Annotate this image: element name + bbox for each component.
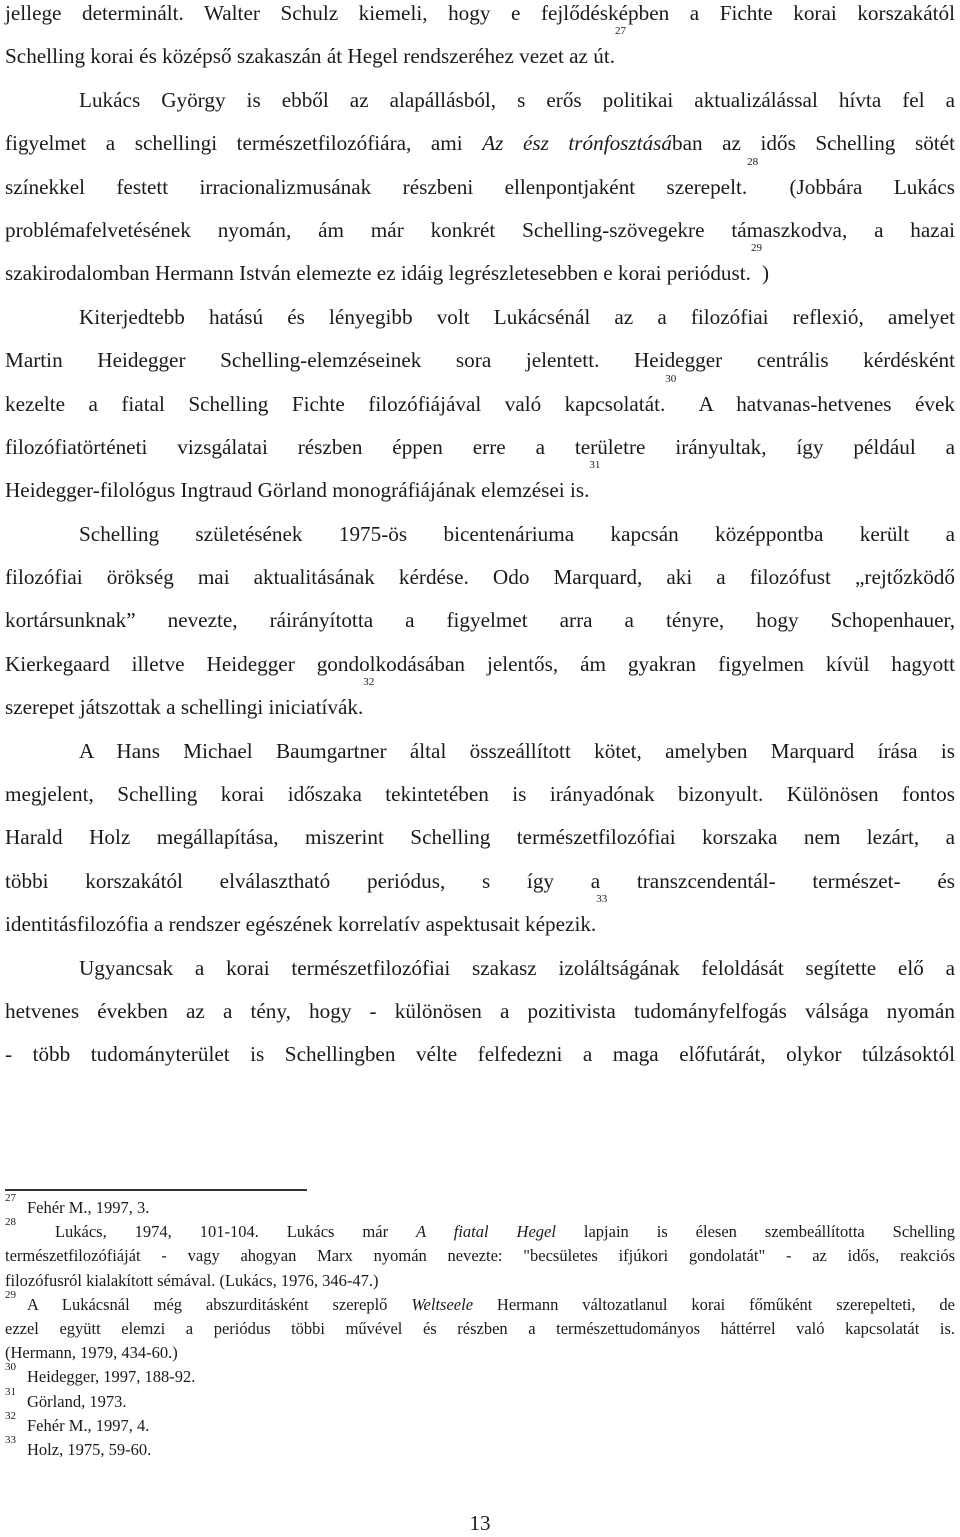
footnote-28-cont (5, 1269, 955, 1293)
text-run: Ugyancsak a korai természetfilozófiai szakasz izoláltságának feloldását segítette elő a (79, 955, 955, 980)
footnote-text: Fehér M., 1997, 4. (27, 1415, 150, 1435)
paragraph-line (5, 643, 955, 689)
text-run: színekkel festett irracionalizmusának részbeni ellenpontjaként szerepelt. (5, 174, 748, 199)
footnote-text: természetfilozófiáját - vagy ahogyan Marx nyomán nevezte: "becsületes ifjúkori gondolatát" - az idős, reakciós (5, 1246, 955, 1266)
text-run: jellege determinált. Walter Schulz kiemeli, hogy e fejlődésképben a Fichte korai korszakától (5, 1, 955, 25)
footnote-ref[interactable]: 33 (596, 893, 608, 906)
paragraph-line (5, 209, 955, 255)
footnote-number: 28 (5, 1216, 16, 1229)
paragraph-line (5, 893, 955, 946)
footnote-ref[interactable]: 28 (747, 155, 759, 168)
paragraph-line (5, 339, 955, 382)
text-run: kortársunknak” nevezte, ráirányította a figyelmet arra a tényre, hogy Schopenhauer, (5, 608, 955, 633)
footnotes (5, 1192, 956, 1462)
paragraph-line (5, 296, 955, 339)
footnote-text: Heidegger, 1997, 188-92. (27, 1367, 196, 1387)
footnote-33 (5, 1433, 955, 1462)
paragraph-line (5, 0, 955, 38)
footnote-text: ezzel együtt elemzi a periódus többi művével és részben a természettudományos háttérrel való kapcsolatát is. (5, 1318, 955, 1338)
text-run: Kierkegaard illetve Heidegger gondolkodásában jelentős, ám gyakran figyelmen kívül hagyott (5, 651, 955, 676)
text-run: identitásfilozófia a rendszer egészének korrelatív aspektusait képezik. (5, 912, 597, 937)
footnote-ref[interactable]: 31 (589, 459, 601, 472)
text-run: filozófiai örökség mai aktualitásának kérdése. Odo Marquard, aki a filozófust „rejtőzködő (5, 565, 955, 590)
footnote-30 (5, 1361, 955, 1389)
footnote-28 (5, 1216, 956, 1244)
paragraph-line (5, 459, 955, 512)
paragraph-line (5, 556, 955, 599)
text-run: A Hans Michael Baumgartner által összeállított kötet, amelyben Marquard írása is (79, 738, 955, 763)
footnote-28-cont (5, 1244, 955, 1268)
footnote-text: (Hermann, 1979, 434-60.) (5, 1343, 178, 1363)
footnote-number: 32 (5, 1409, 16, 1422)
paragraph-line (5, 372, 955, 426)
paragraph-line (5, 947, 955, 990)
book-title: A fiatal Hegel (416, 1222, 556, 1242)
footnote-ref[interactable]: 30 (665, 372, 677, 385)
footnote-29 (5, 1288, 955, 1317)
text-run: Schelling korai és középső szakaszán át Hegel rendszeréhez vezet az út. (5, 44, 616, 69)
text-run: A hatvanas-hetvenes évek (698, 391, 955, 416)
paragraph-line (5, 816, 955, 859)
text-run: megjelent, Schelling korai időszaka tekintetében is irányadónak bizonyult. Különösen fontos (5, 782, 955, 807)
footnote-number: 30 (5, 1361, 16, 1374)
footnote-number: 33 (5, 1433, 16, 1446)
paragraph-line (5, 426, 955, 472)
footnote-text: Görland, 1973. (27, 1391, 127, 1411)
text-run: figyelmet a schellingi természetfilozófiára, ami (5, 131, 483, 156)
footnote-number: 31 (5, 1385, 16, 1398)
footnote-27 (5, 1192, 955, 1220)
text-run: Kiterjedtebb hatású és lényegibb volt Lukácsénál az a filozófiai reflexió, amelyet (79, 304, 955, 329)
text-run: ban az idős Schelling sötét (672, 131, 955, 156)
paragraph-line (5, 155, 955, 209)
text-run: hetvenes években az a tény, hogy - különösen a pozitivista tudományfelfogás válsága nyomán (5, 998, 955, 1023)
paragraph-line (5, 25, 955, 78)
paragraph-line (5, 79, 955, 122)
text-run: filozófiatörténeti vizsgálatai részben éppen erre a területre irányultak, így például a (5, 434, 955, 459)
paragraph-line (5, 990, 955, 1033)
footnote-text: lapjain is élesen szembeállította Schelling (555, 1222, 956, 1242)
paragraph-line (5, 1033, 955, 1076)
paragraph-line (5, 860, 955, 906)
text-run: ) (761, 261, 770, 286)
paragraph-line (5, 599, 955, 642)
paragraph-line (5, 730, 955, 773)
page-number: 13 (469, 1511, 491, 1535)
text-run: Harald Holz megállapítása, miszerint Schelling természetfilozófiai korszaka nem lezárt, a (5, 825, 955, 850)
text-run: szerepet játszottak a schellingi iniciatívák. (5, 695, 364, 720)
footnote-text: Hermann változatlanul korai főműként szerepelteti, de (473, 1294, 955, 1314)
paragraph-line (5, 773, 955, 816)
footnote-number: 29 (5, 1288, 16, 1301)
footnote-text: A Lukácsnál még abszurditásként szereplő (27, 1294, 412, 1314)
text-run: szakirodalomban Hermann István elemezte ez idáig legrészletesebben e korai periódust. (5, 261, 751, 286)
text-run: (Jobbára Lukács (789, 174, 955, 199)
paragraph-line (5, 513, 955, 556)
text-run: Lukács György is ebből az alapállásból, s erős politikai aktualizálással hívta fel a (79, 87, 955, 112)
text-run: Heidegger-filológus Ingtraud Görland monográfiájának elemzései is. (5, 478, 590, 503)
footnote-ref[interactable]: 27 (615, 25, 627, 38)
footnote-text: filozófusról kialakított sémával. (Lukács, 1976, 346-47.) (5, 1270, 379, 1290)
footnote-ref[interactable]: 29 (750, 242, 762, 255)
text-run: többi korszakától elválasztható periódus, s így a transzcendentál- természet- és (5, 868, 955, 893)
footnote-text: Holz, 1975, 59-60. (27, 1439, 152, 1459)
footnote-29-cont (5, 1317, 955, 1341)
text-run: - több tudományterület is Schellingben vélte felfedezni a maga előfutárát, olykor túlzásoktól (5, 1042, 955, 1067)
footnote-31 (5, 1385, 955, 1414)
paragraph-line (5, 676, 955, 729)
footnote-32 (5, 1409, 955, 1438)
footnote-29-cont (5, 1341, 955, 1365)
text-run: kezelte a fiatal Schelling Fichte filozófiájával való kapcsolatát. (5, 391, 666, 416)
footnote-text: Lukács, 1974, 101-104. Lukács már (54, 1222, 417, 1242)
paragraph-line (5, 122, 955, 165)
book-title: Az ész trónfosztásá (482, 131, 672, 156)
footnote-ref[interactable]: 32 (363, 676, 375, 689)
text-run: Schelling születésének 1975-ös bicentenáriuma kapcsán középpontba került a (79, 521, 955, 546)
text-run: problémafelvetésének nyomán, ám már konkrét Schelling-szövegekre támaszkodva, a hazai (5, 217, 955, 242)
paragraph-line (5, 242, 955, 295)
body-text (5, 0, 955, 1077)
footnote-separator (5, 1189, 307, 1191)
footnote-text: Fehér M., 1997, 3. (27, 1198, 150, 1217)
book-title: Weltseele (411, 1294, 474, 1314)
footnote-number: 27 (5, 1192, 16, 1204)
text-run: Martin Heidegger Schelling-elemzéseinek sora jelentett. Heidegger centrális kérdésként (5, 348, 955, 373)
